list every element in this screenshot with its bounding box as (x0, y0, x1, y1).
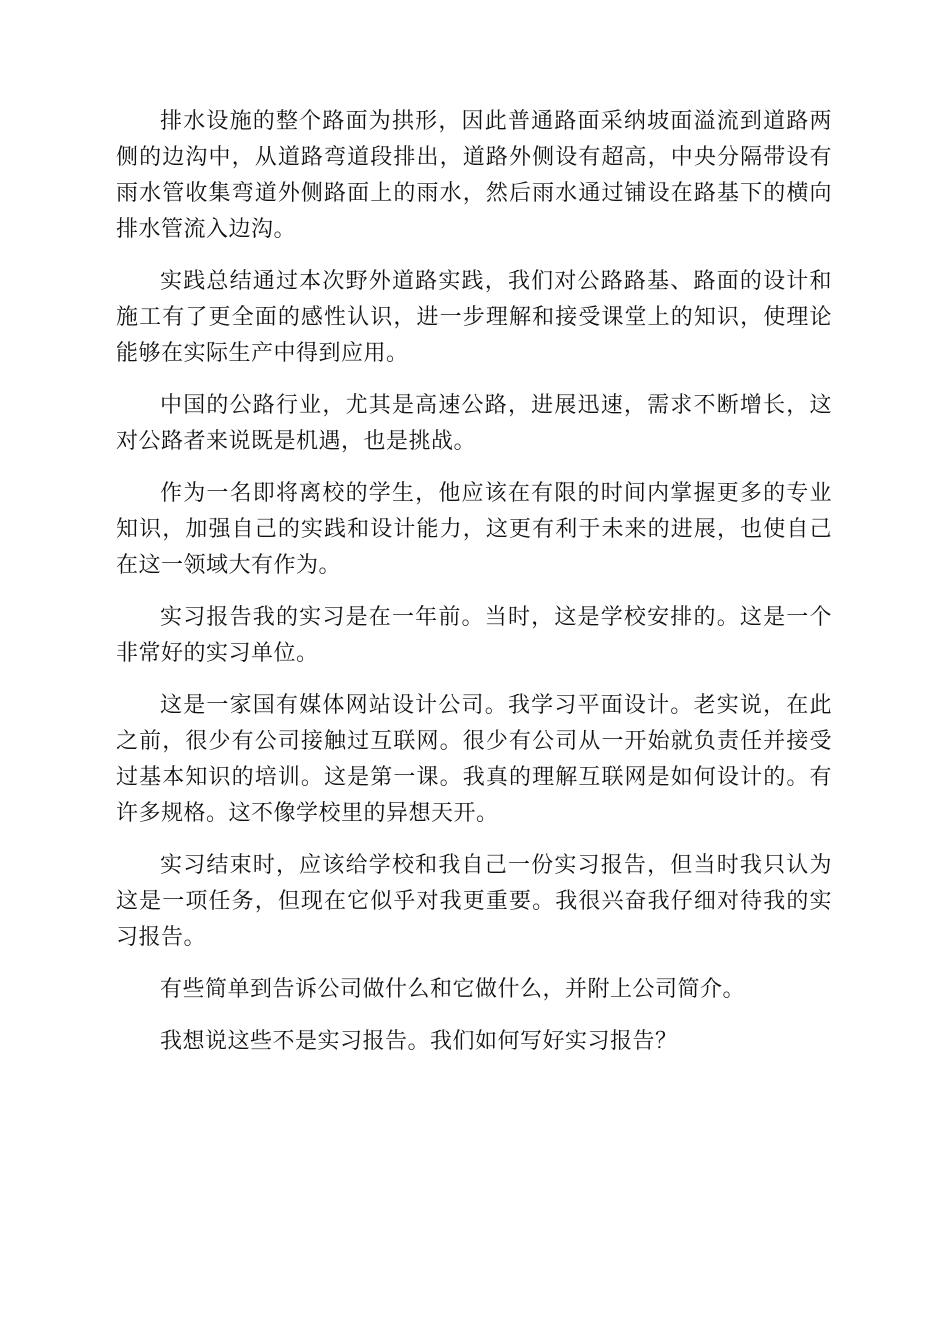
paragraph-drainage: 排水设施的整个路面为拱形，因此普通路面采纳坡面溢流到道路两侧的边沟中，从道路弯道段排出，道路外侧设有超高，中央分隔带设有雨水管收集弯道外侧路面上的雨水，然后雨水通过铺设在路基下的横向排水管流入边沟。 (116, 109, 832, 242)
paragraph-closing-question: 我想说这些不是实习报告。我们如何写好实习报告？ (160, 1029, 678, 1054)
paragraph-internship-end: 实习结束时，应该给学校和我自己一份实习报告，但当时我只认为这是一项任务，但现在它似乎对我更重要。我很兴奋我仔细对待我的实习报告。 (116, 853, 832, 950)
paragraph-company-intro: 有些简单到告诉公司做什么和它做什么，并附上公司简介。 (160, 977, 746, 1002)
paragraph-practice-summary: 实践总结通过本次野外道路实践，我们对公路路基、路面的设计和施工有了更全面的感性认识，进一步理解和接受课堂上的知识，使理论能够在实际生产中得到应用。 (116, 269, 832, 366)
paragraph-design-company: 这是一家国有媒体网站设计公司。我学习平面设计。老实说，在此之前，很少有公司接触过互联网。很少有公司从一开始就负责任并接受过基本知识的培训。这是第一课。我真的理解互联网是如何设计的。有许多规格。这不像学校里的异想天开。 (116, 693, 832, 826)
paragraph-student-goals: 作为一名即将离校的学生，他应该在有限的时间内掌握更多的专业知识，加强自己的实践和设计能力，这更有利于未来的进展，也使自己在这一领域大有作为。 (116, 481, 832, 578)
document-body (116, 104, 832, 1076)
paragraph-highway-industry: 中国的公路行业，尤其是高速公路，进展迅速，需求不断增长，这对公路者来说既是机遇，也是挑战。 (116, 393, 832, 454)
paragraph-internship-intro: 实习报告我的实习是在一年前。当时，这是学校安排的。这是一个非常好的实习单位。 (116, 605, 832, 666)
